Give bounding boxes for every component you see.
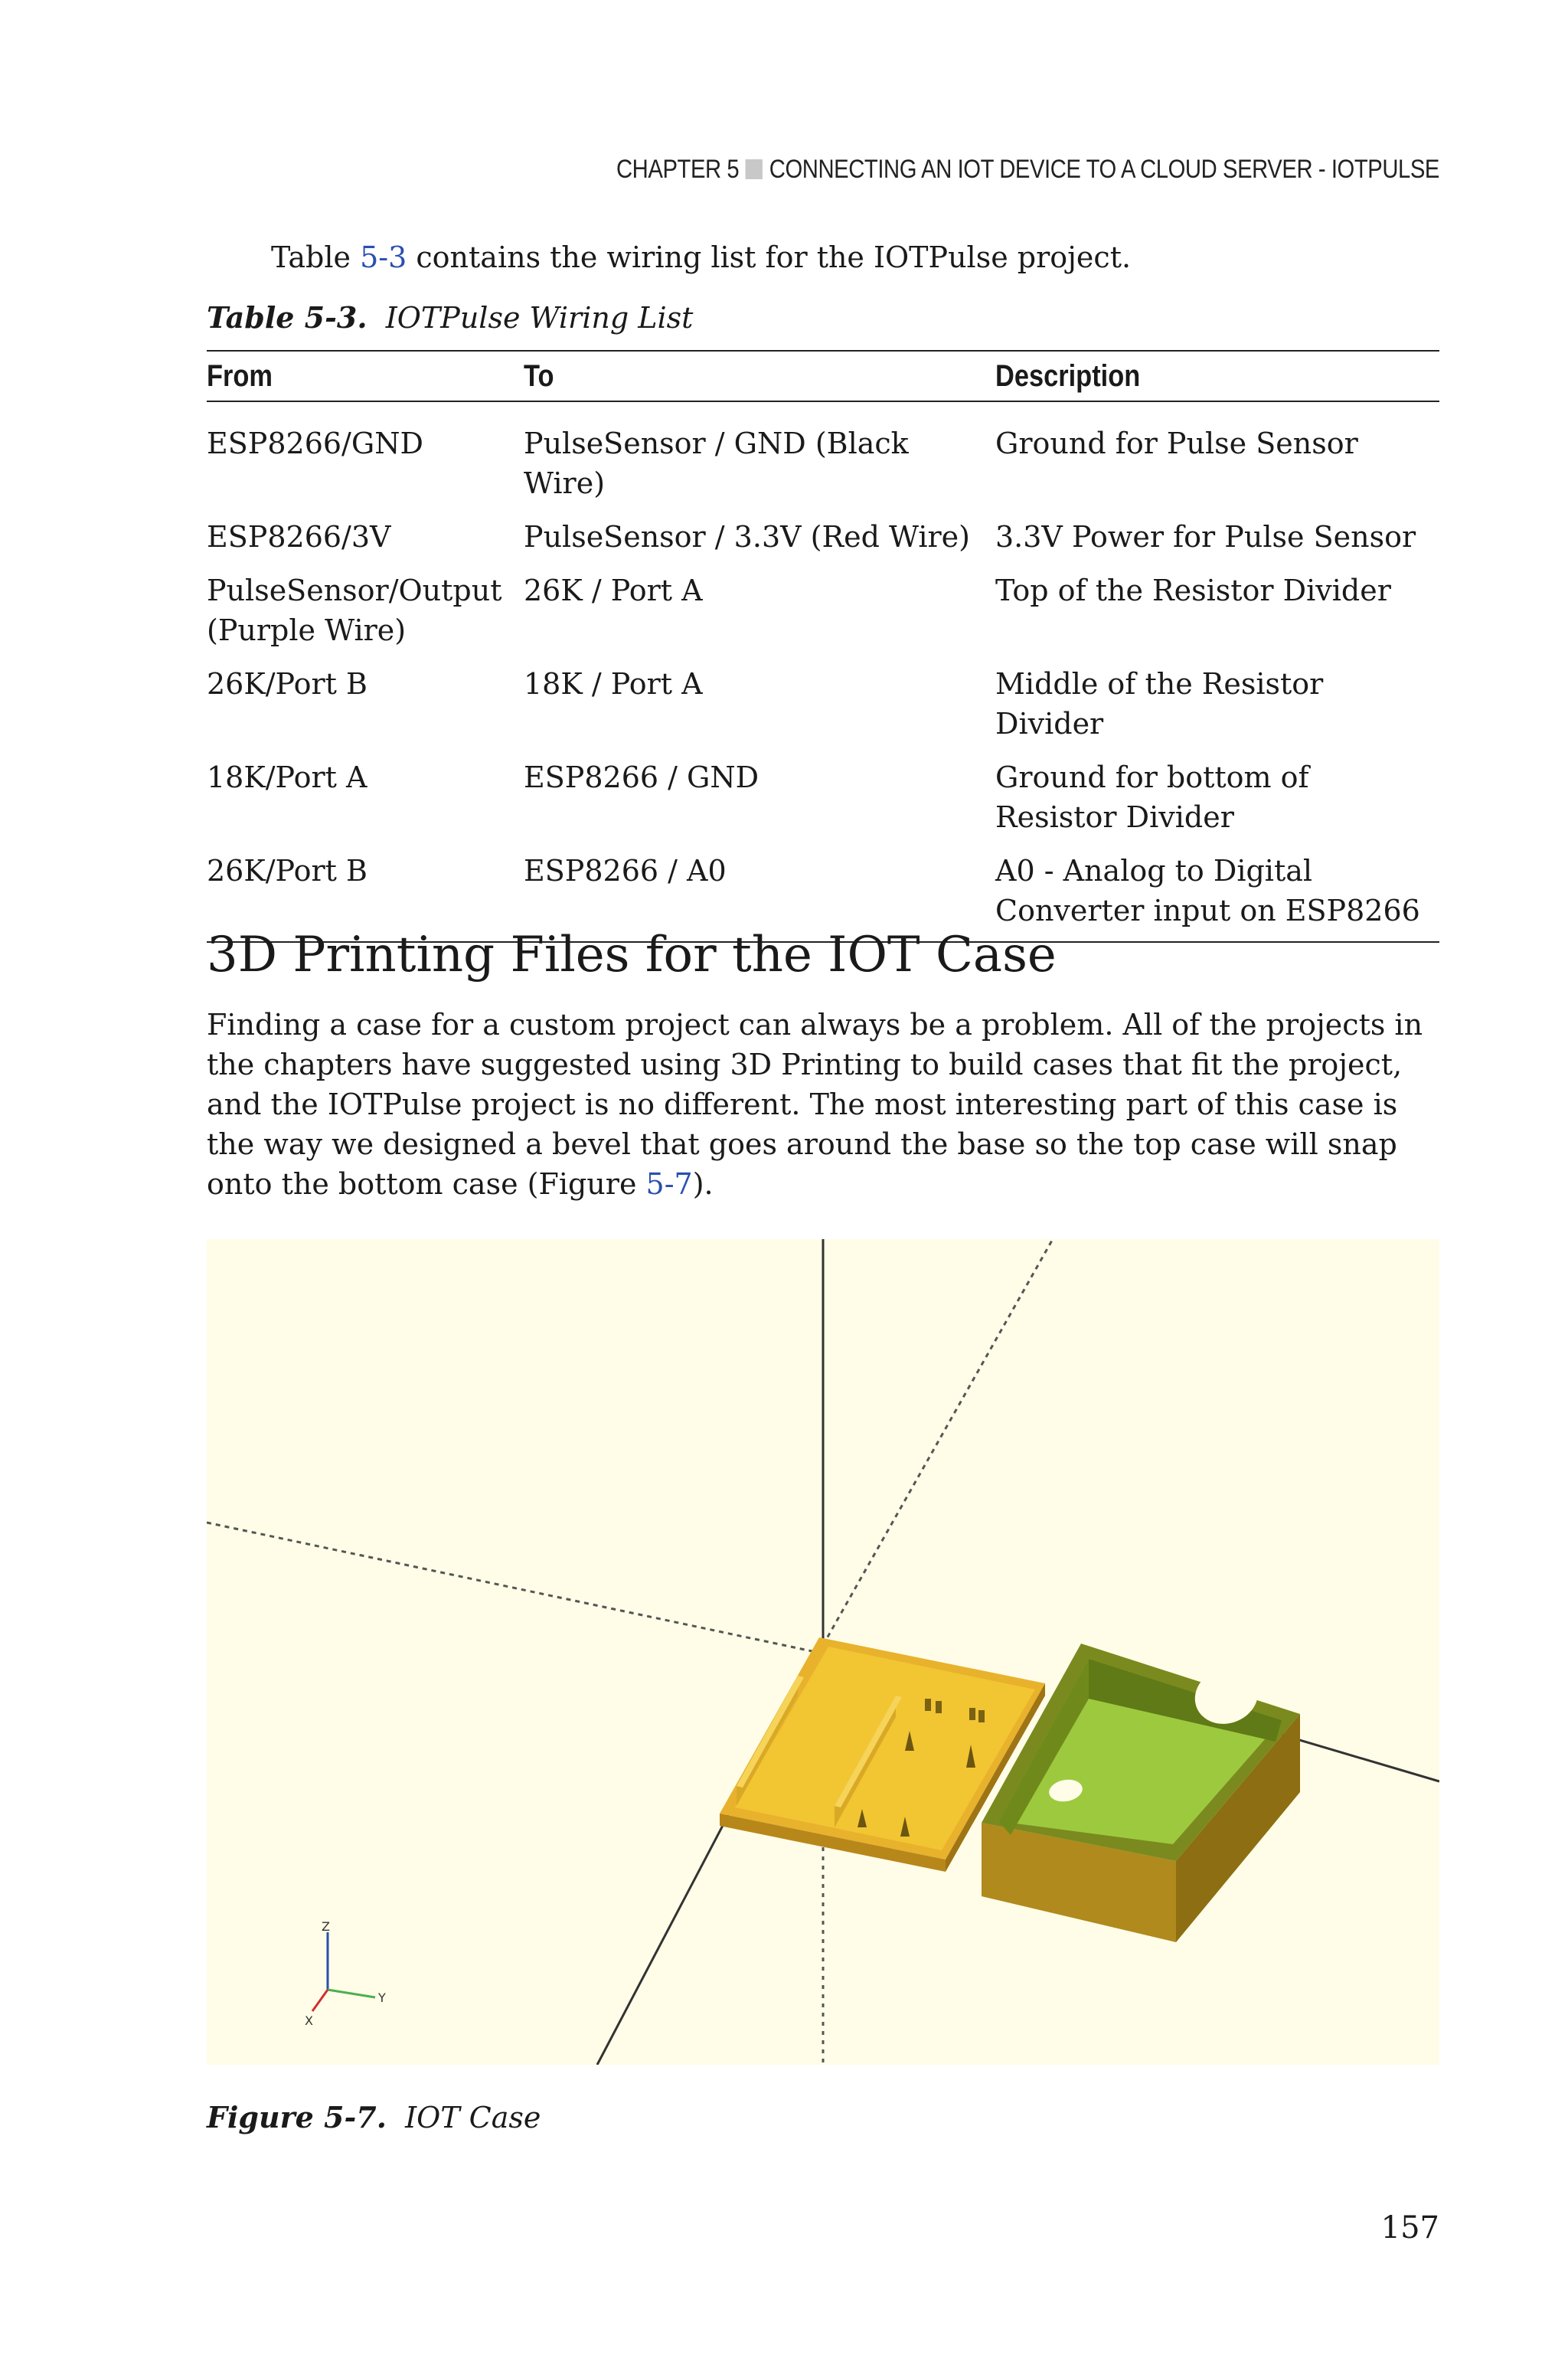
pin-slot <box>936 1701 942 1713</box>
wiring-table <box>207 350 1439 943</box>
cell-description: Ground for bottom of Resistor Divider <box>995 761 1309 834</box>
cell-description: Middle of the Resistor Divider <box>995 667 1324 741</box>
case-render <box>207 1239 1439 2065</box>
cell-from: ESP8266/3V <box>207 520 391 554</box>
figure-caption-title: IOT Case <box>405 2101 541 2134</box>
body-paragraph <box>207 1005 1439 1204</box>
cell-to: 26K / Port A <box>524 574 703 607</box>
table-row <box>207 757 1439 851</box>
pin-slot <box>925 1699 931 1711</box>
cell-from: 26K/Port B <box>207 851 524 942</box>
cell-description: A0 - Analog to Digital Converter input on ESP8266 <box>995 851 1439 942</box>
cell-from: PulseSensor/Output (Purple Wire) <box>207 574 502 647</box>
chapter-title: CONNECTING AN IOT DEVICE TO A CLOUD SERVER - IOTPULSE <box>769 155 1439 184</box>
table-caption-label: Table 5-3. <box>207 300 368 335</box>
cell-description: Ground for Pulse Sensor <box>995 427 1358 460</box>
pin-slot <box>969 1708 975 1720</box>
table-reference-link[interactable]: 5-3 <box>360 240 407 274</box>
table-caption-title: IOTPulse Wiring List <box>385 301 694 335</box>
table-caption <box>207 300 693 335</box>
pin-slot <box>978 1710 985 1722</box>
cell-to: 18K / Port A <box>524 667 703 701</box>
figure-iot-case <box>207 1239 1439 2065</box>
figure-caption-label: Figure 5-7. <box>207 2100 387 2134</box>
running-head <box>616 155 1439 185</box>
cell-from: ESP8266/GND <box>207 427 423 460</box>
paragraph-end: ). <box>692 1167 714 1201</box>
chapter-label: CHAPTER 5 <box>616 155 740 184</box>
table-row <box>207 401 1439 517</box>
cell-description: 3.3V Power for Pulse Sensor <box>995 520 1416 554</box>
figure-caption <box>207 2100 541 2134</box>
cell-to: ESP8266 / GND <box>524 761 760 794</box>
cell-to: ESP8266 / A0 <box>524 851 995 942</box>
intro-suffix: contains the wiring list for the IOTPulse project. <box>407 240 1132 274</box>
cell-to: PulseSensor / GND (Black Wire) <box>524 427 909 500</box>
cell-from: 18K/Port A <box>207 761 368 794</box>
header-separator <box>746 159 763 179</box>
table-row <box>207 571 1439 664</box>
column-header-from: From <box>207 351 524 401</box>
intro-sentence <box>271 240 1131 274</box>
table-row <box>207 517 1439 571</box>
column-header-to: To <box>524 351 995 401</box>
section-heading: 3D Printing Files for the IOT Case <box>207 927 1057 983</box>
table-header-row <box>207 351 1439 401</box>
gizmo-x-label: X <box>305 2013 313 2028</box>
column-header-description: Description <box>995 351 1439 401</box>
cell-description: Top of the Resistor Divider <box>995 574 1391 607</box>
table-row <box>207 664 1439 757</box>
gizmo-y-label: Y <box>378 1990 386 2005</box>
gizmo-z-label: Z <box>322 1919 330 1934</box>
page-number: 157 <box>1380 2210 1439 2246</box>
paragraph-text: Finding a case for a custom project can always be a problem. All of the projects in the chapters have suggested using 3D Printing to build cases that fit the project, and the IOTPulse project is no different. The most interesting part of this case is the way we designed a bevel that goes around the base so the top case will snap onto the bottom case (Figure <box>207 1008 1423 1201</box>
intro-prefix: Table <box>271 240 361 274</box>
figure-reference-link[interactable]: 5-7 <box>645 1167 693 1201</box>
cell-from: 26K/Port B <box>207 667 368 701</box>
cell-to: PulseSensor / 3.3V (Red Wire) <box>524 520 970 554</box>
